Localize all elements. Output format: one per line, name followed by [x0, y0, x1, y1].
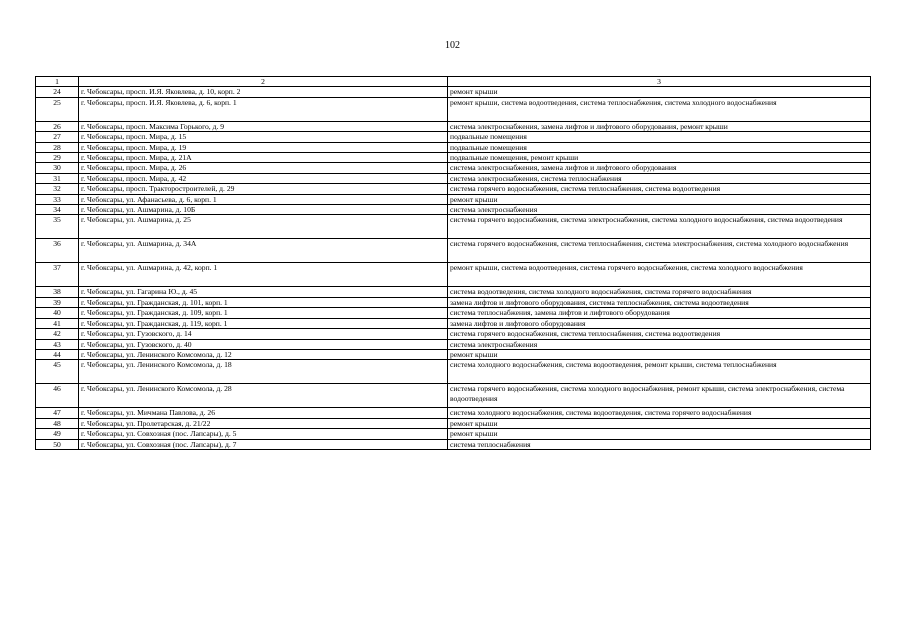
row-number-cell: 40 — [36, 308, 79, 318]
address-cell: г. Чебоксары, ул. Ашмарина, д. 25 — [79, 215, 448, 239]
table-row — [36, 121, 871, 131]
table-row — [36, 408, 871, 418]
address-cell: г. Чебоксары, ул. Ашмарина, д. 34А — [79, 239, 448, 263]
table-row — [36, 287, 871, 297]
row-number-cell: 42 — [36, 329, 79, 339]
row-number-cell: 47 — [36, 408, 79, 418]
works-cell: система холодного водоснабжения, система водоотведения, ремонт крыши, система теплоснабжения — [448, 360, 871, 384]
works-cell: система горячего водоснабжения, система теплоснабжения, система электроснабжения, система холодного водоснабжения — [448, 239, 871, 263]
row-number-cell: 32 — [36, 184, 79, 194]
works-cell: система теплоснабжения, замена лифтов и лифтового оборудования — [448, 308, 871, 318]
works-cell: подвальные помещения, ремонт крыши — [448, 153, 871, 163]
address-cell: г. Чебоксары, просп. Мира, д. 15 — [79, 132, 448, 142]
column-header-address: 2 — [79, 77, 448, 87]
works-cell: ремонт крыши — [448, 349, 871, 359]
table-row — [36, 384, 871, 408]
table-row — [36, 153, 871, 163]
table-row — [36, 173, 871, 183]
address-cell: г. Чебоксары, просп. Мира, д. 26 — [79, 163, 448, 173]
row-number-cell: 46 — [36, 384, 79, 408]
address-cell: г. Чебоксары, просп. Мира, д. 19 — [79, 142, 448, 152]
table-row — [36, 263, 871, 287]
table-row — [36, 339, 871, 349]
table-header-row — [36, 77, 871, 87]
row-number-cell: 25 — [36, 97, 79, 121]
row-number-cell: 30 — [36, 163, 79, 173]
table-row — [36, 194, 871, 204]
house-repair-table — [35, 76, 871, 450]
column-header-works: 3 — [448, 77, 871, 87]
works-cell: система электроснабжения, замена лифтов и лифтового оборудования — [448, 163, 871, 173]
row-number-cell: 24 — [36, 87, 79, 97]
address-cell: г. Чебоксары, ул. Гузовского, д. 14 — [79, 329, 448, 339]
table-row — [36, 163, 871, 173]
row-number-cell: 31 — [36, 173, 79, 183]
address-cell: г. Чебоксары, ул. Гражданская, д. 109, корп. 1 — [79, 308, 448, 318]
table-row — [36, 87, 871, 97]
row-number-cell: 49 — [36, 429, 79, 439]
works-cell: система горячего водоснабжения, система теплоснабжения, система водоотведения — [448, 184, 871, 194]
works-cell: система горячего водоснабжения, система холодного водоснабжения, ремонт крыши, система электроснабжения, система водоотведения — [448, 384, 871, 408]
works-cell: ремонт крыши — [448, 194, 871, 204]
row-number-cell: 26 — [36, 121, 79, 131]
works-cell: система водоотведения, система холодного водоснабжения, система горячего водоснабжения — [448, 287, 871, 297]
table-row — [36, 97, 871, 121]
works-cell: система холодного водоснабжения, система водоотведения, система горячего водоснабжения — [448, 408, 871, 418]
table-row — [36, 349, 871, 359]
row-number-cell: 35 — [36, 215, 79, 239]
table-row — [36, 297, 871, 307]
works-cell: система электроснабжения — [448, 205, 871, 215]
works-cell: ремонт крыши, система водоотведения, система теплоснабжения, система холодного водоснабжения — [448, 97, 871, 121]
address-cell: г. Чебоксары, просп. И.Я. Яковлева, д. 6, корп. 1 — [79, 97, 448, 121]
works-cell: подвальные помещения — [448, 142, 871, 152]
row-number-cell: 39 — [36, 297, 79, 307]
address-cell: г. Чебоксары, ул. Ленинского Комсомола, д. 12 — [79, 349, 448, 359]
address-cell: г. Чебоксары, ул. Гузовского, д. 40 — [79, 339, 448, 349]
table-row — [36, 239, 871, 263]
row-number-cell: 50 — [36, 439, 79, 449]
page-number: 102 — [445, 40, 460, 51]
address-cell: г. Чебоксары, ул. Совхозная (пос. Лапсары), д. 7 — [79, 439, 448, 449]
table-row — [36, 360, 871, 384]
row-number-cell: 37 — [36, 263, 79, 287]
address-cell: г. Чебоксары, просп. И.Я. Яковлева, д. 10, корп. 2 — [79, 87, 448, 97]
works-cell: ремонт крыши — [448, 429, 871, 439]
row-number-cell: 33 — [36, 194, 79, 204]
works-cell: ремонт крыши — [448, 418, 871, 428]
address-cell: г. Чебоксары, ул. Пролетарская, д. 21/22 — [79, 418, 448, 428]
address-cell: г. Чебоксары, просп. Максима Горького, д. 9 — [79, 121, 448, 131]
works-cell: замена лифтов и лифтового оборудования — [448, 318, 871, 328]
address-cell: г. Чебоксары, ул. Ашмарина, д. 42, корп. 1 — [79, 263, 448, 287]
table-row — [36, 215, 871, 239]
address-cell: г. Чебоксары, ул. Гагарина Ю., д. 45 — [79, 287, 448, 297]
works-cell: система теплоснабжения — [448, 439, 871, 449]
column-header-number: 1 — [36, 77, 79, 87]
address-cell: г. Чебоксары, просп. Мира, д. 21А — [79, 153, 448, 163]
table-row — [36, 418, 871, 428]
table-row — [36, 439, 871, 449]
works-cell: подвальные помещения — [448, 132, 871, 142]
works-cell: система электроснабжения — [448, 339, 871, 349]
address-cell: г. Чебоксары, ул. Гражданская, д. 119, корп. 1 — [79, 318, 448, 328]
row-number-cell: 34 — [36, 205, 79, 215]
row-number-cell: 41 — [36, 318, 79, 328]
address-cell: г. Чебоксары, ул. Афанасьева, д. 6, корп. 1 — [79, 194, 448, 204]
address-cell: г. Чебоксары, просп. Мира, д. 42 — [79, 173, 448, 183]
row-number-cell: 36 — [36, 239, 79, 263]
works-cell: система горячего водоснабжения, система теплоснабжения, система водоотведения — [448, 329, 871, 339]
address-cell: г. Чебоксары, ул. Гражданская, д. 101, корп. 1 — [79, 297, 448, 307]
table-row — [36, 205, 871, 215]
row-number-cell: 29 — [36, 153, 79, 163]
table-row — [36, 142, 871, 152]
row-number-cell: 27 — [36, 132, 79, 142]
address-cell: г. Чебоксары, ул. Ашмарина, д. 10Б — [79, 205, 448, 215]
table-row — [36, 132, 871, 142]
works-cell: система электроснабжения, замена лифтов и лифтового оборудования, ремонт крыши — [448, 121, 871, 131]
row-number-cell: 43 — [36, 339, 79, 349]
address-cell: г. Чебоксары, ул. Совхозная (пос. Лапсары), д. 5 — [79, 429, 448, 439]
address-cell: г. Чебоксары, ул. Ленинского Комсомола, д. 28 — [79, 384, 448, 408]
table-row — [36, 184, 871, 194]
works-cell: ремонт крыши — [448, 87, 871, 97]
works-cell: система электроснабжения, система теплоснабжения — [448, 173, 871, 183]
table-row — [36, 329, 871, 339]
works-cell: замена лифтов и лифтового оборудования, система теплоснабжения, система водоотведения — [448, 297, 871, 307]
row-number-cell: 44 — [36, 349, 79, 359]
row-number-cell: 45 — [36, 360, 79, 384]
works-cell: ремонт крыши, система водоотведения, система горячего водоснабжения, система холодного водоснабжения — [448, 263, 871, 287]
row-number-cell: 48 — [36, 418, 79, 428]
works-cell: система горячего водоснабжения, система электроснабжения, система холодного водоснабжения, система водоотведения — [448, 215, 871, 239]
row-number-cell: 38 — [36, 287, 79, 297]
table-body — [36, 77, 871, 450]
address-cell: г. Чебоксары, ул. Ленинского Комсомола, д. 18 — [79, 360, 448, 384]
table-row — [36, 429, 871, 439]
row-number-cell: 28 — [36, 142, 79, 152]
address-cell: г. Чебоксары, просп. Тракторостроителей, д. 29 — [79, 184, 448, 194]
table-row — [36, 308, 871, 318]
address-cell: г. Чебоксары, ул. Мичмана Павлова, д. 26 — [79, 408, 448, 418]
table-row — [36, 318, 871, 328]
